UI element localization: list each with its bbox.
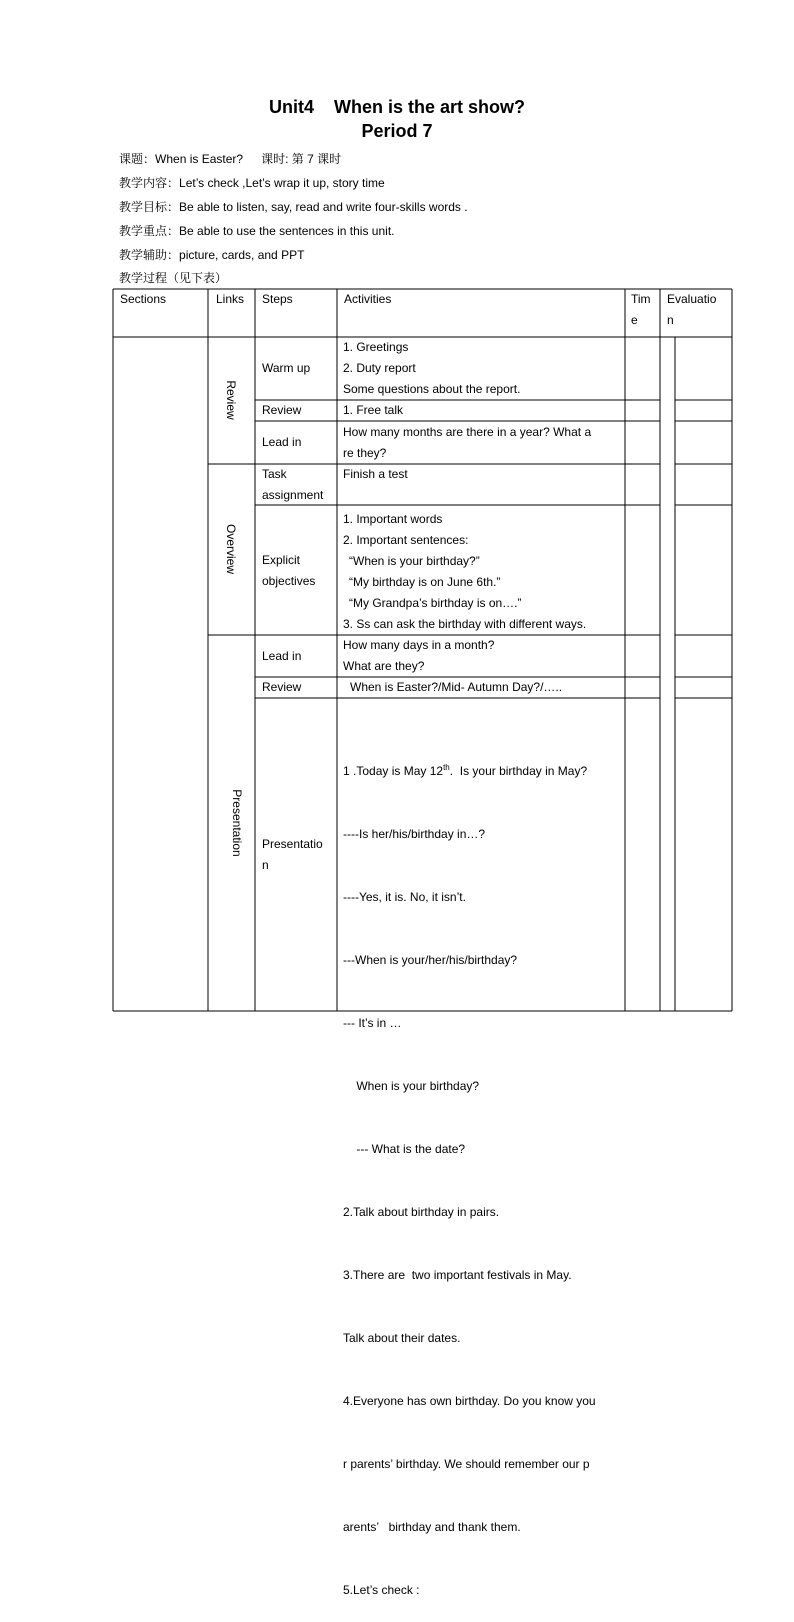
header-time-line2: e <box>631 313 638 327</box>
header-links: Links <box>216 292 245 306</box>
activity-task: Finish a test <box>343 467 408 481</box>
step-presentation <box>262 834 323 876</box>
activity-warm-up <box>343 337 520 400</box>
activity-line: 3.There are two important festivals in May. <box>343 1268 572 1282</box>
activity-line: 1. Important words <box>343 512 443 526</box>
step-review: Review <box>262 403 302 417</box>
activity-line: ----Yes, it is. No, it isn’t. <box>343 890 466 904</box>
activity-text: . Is your birthday in May? <box>449 764 588 778</box>
step-lead-in: Lead in <box>262 435 302 449</box>
activity-line: 5.Let’s check : <box>343 1583 420 1597</box>
process-label: 教学过程（见下表） <box>119 271 228 285</box>
lesson-value: When is Easter? <box>155 152 244 166</box>
step-task-line1: Task <box>262 467 287 481</box>
activity-line: 2. Important sentences: <box>343 533 469 547</box>
step-explicit-line1: Explicit <box>262 553 301 567</box>
activity-presentation <box>343 719 596 1622</box>
content-value: Let’s check ,Let’s wrap it up, story time <box>179 176 385 190</box>
content-label: 教学内容： <box>119 176 180 190</box>
period-subtitle: Period 7 <box>361 121 433 141</box>
focus-value: Be able to use the sentences in this unit. <box>179 224 395 238</box>
activity-review: 1. Free talk <box>343 403 404 417</box>
header-time-line1: Tim <box>631 292 651 306</box>
header-time <box>631 289 651 331</box>
activity-line: What are they? <box>343 659 425 673</box>
header-steps: Steps <box>262 292 293 306</box>
activity-line: Some questions about the report. <box>343 382 521 396</box>
activity-line: re they? <box>343 446 387 460</box>
activity-line: 1. Greetings <box>343 340 409 354</box>
ordinal-suffix: th <box>443 763 450 772</box>
activity-line: ---When is your/her/his/birthday? <box>343 953 518 967</box>
header-evaluation <box>667 289 716 331</box>
activity-line: 2. Duty report <box>343 361 416 375</box>
header-evaluation-line1: Evaluatio <box>667 292 717 306</box>
activity-review-2: When is Easter?/Mid- Autumn Day?/….. <box>350 680 563 694</box>
activity-lead-in-2 <box>343 635 494 677</box>
activity-line: “My birthday is on June 6th.” <box>349 575 501 589</box>
step-lead-in-2: Lead in <box>262 649 302 663</box>
goal-value: Be able to listen, say, read and write four-skills words . <box>179 200 468 214</box>
activity-line: Talk about their dates. <box>343 1331 461 1345</box>
activity-text: 1 .Today is May 12 <box>343 764 444 778</box>
activity-line: arents’ birthday and thank them. <box>343 1520 521 1534</box>
activity-line: How many days in a month? <box>343 638 495 652</box>
activity-line: “My Grandpa’s birthday is on….” <box>349 596 522 610</box>
link-review: Review <box>224 380 238 420</box>
period-label: 课时: <box>261 152 289 166</box>
activity-line: ----Is her/his/birthday in…? <box>343 827 486 841</box>
lesson-label: 课题： <box>119 152 156 166</box>
step-task-line2: assignment <box>262 488 324 502</box>
activity-line: When is your birthday? <box>343 1079 480 1093</box>
link-overview: Overview <box>224 523 238 575</box>
header-evaluation-line2: n <box>667 313 674 327</box>
aids-value: picture, cards, and PPT <box>179 248 305 262</box>
link-presentation: Presentation <box>230 789 244 857</box>
step-warm-up: Warm up <box>262 361 311 375</box>
activity-line: --- What is the date? <box>343 1142 466 1156</box>
header-sections: Sections <box>120 292 167 306</box>
activity-line: --- It’s in … <box>343 1016 402 1030</box>
step-review-2: Review <box>262 680 302 694</box>
activity-line: How many months are there in a year? What a <box>343 425 592 439</box>
step-presentation-line2: n <box>262 858 269 872</box>
focus-label: 教学重点： <box>119 224 180 238</box>
step-presentation-line1: Presentatio <box>262 837 323 851</box>
header-activities: Activities <box>344 292 392 306</box>
activity-line: 2.Talk about birthday in pairs. <box>343 1205 500 1219</box>
activity-line: 3. Ss can ask the birthday with different ways. <box>343 617 587 631</box>
step-task-assignment <box>262 464 323 506</box>
activity-explicit <box>343 509 586 635</box>
goal-label: 教学目标： <box>119 200 180 214</box>
aids-label: 教学辅助： <box>119 248 180 262</box>
period-value: 第 7 课时 <box>291 152 342 166</box>
page-title: Unit4 When is the art show? <box>268 97 526 117</box>
activity-line: r parents’ birthday. We should remember our p <box>343 1457 590 1471</box>
activity-line: 4.Everyone has own birthday. Do you know you <box>343 1394 596 1408</box>
activity-lead-in <box>343 422 591 464</box>
step-explicit-objectives <box>262 550 315 592</box>
activity-line: “When is your birthday?” <box>349 554 480 568</box>
step-explicit-line2: objectives <box>262 574 316 588</box>
activity-line <box>343 761 596 782</box>
